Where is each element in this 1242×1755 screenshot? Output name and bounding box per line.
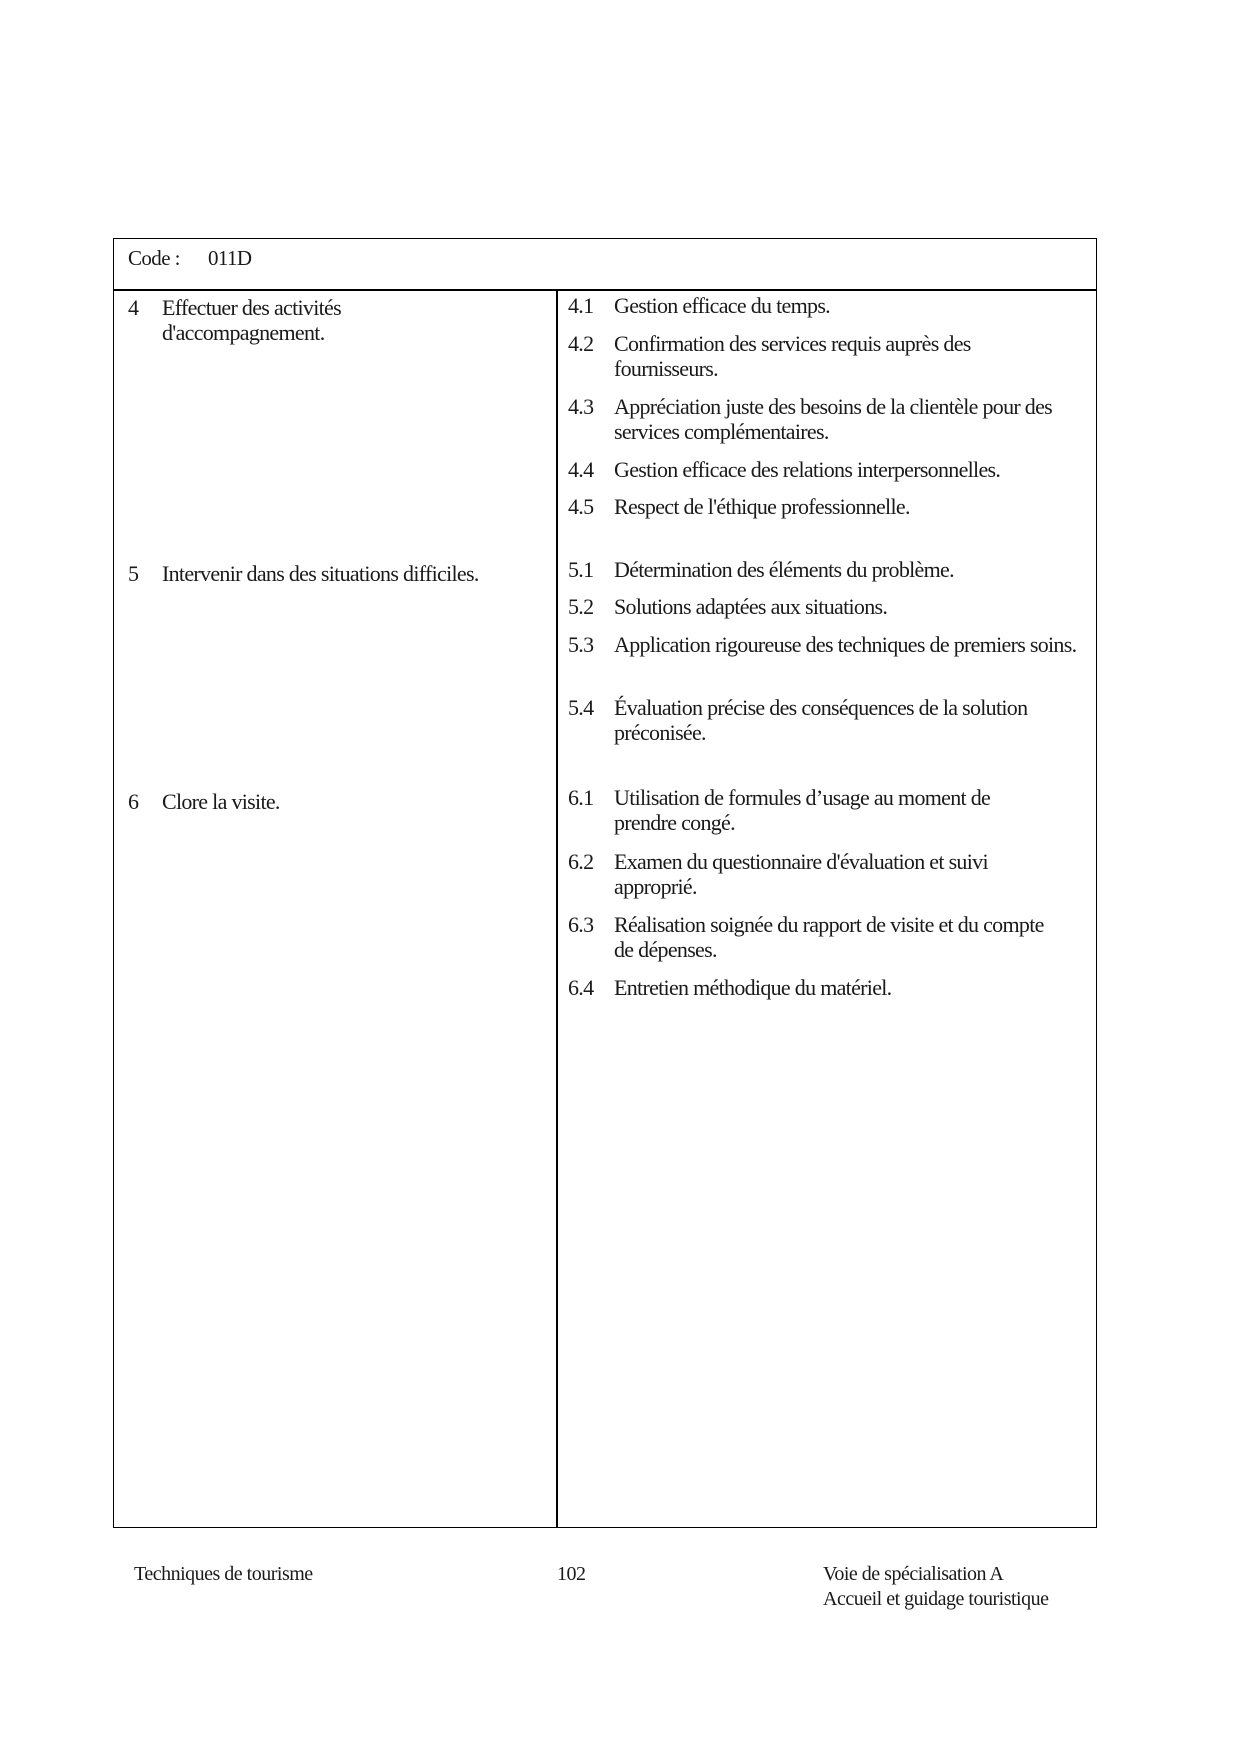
criterion-number: 5.2 [568,594,594,619]
element-number: 5 [128,561,139,586]
criterion-number: 5.3 [568,632,594,657]
code-label: Code : [128,246,180,270]
criterion-text: Respect de l'éthique professionnelle. [614,494,910,519]
criterion-6-2 [568,849,1090,899]
footer-page-number: 102 [557,1563,586,1585]
element-number: 4 [128,295,139,320]
element-4 [128,295,548,345]
criterion-5-2 [568,594,1090,619]
footer-program-title: Techniques de tourisme [134,1563,313,1585]
criterion-text: Examen du questionnaire d'évaluation et suivi approprié. [614,849,988,899]
footer-specialization-line2: Accueil et guidage touristique [823,1588,1049,1610]
code-value: 011D [208,246,252,270]
criterion-number: 4.5 [568,494,594,519]
criterion-4-4 [568,457,1090,482]
criterion-number: 4.2 [568,331,594,356]
criterion-4-3 [568,394,1090,444]
criterion-5-4 [568,695,1090,745]
criterion-5-3 [568,632,1090,657]
criterion-5-1 [568,557,1090,582]
criterion-text: Entretien méthodique du matériel. [614,975,892,1000]
criterion-4-5 [568,494,1090,519]
criterion-number: 6.3 [568,912,594,937]
criterion-4-1 [568,293,1090,318]
footer-specialization-line1: Voie de spécialisation A [823,1563,1004,1585]
criterion-6-3 [568,912,1090,962]
criterion-6-1 [568,785,1090,835]
criterion-text: Gestion efficace des relations interpersonnelles. [614,457,1001,482]
element-text: Effectuer des activités d'accompagnement. [162,295,341,345]
element-number: 6 [128,789,139,814]
criterion-text: Détermination des éléments du problème. [614,557,954,582]
criterion-text: Appréciation juste des besoins de la clientèle pour des services complémentaires. [614,394,1053,444]
element-5 [128,561,548,586]
element-6 [128,789,548,814]
element-text: Clore la visite. [162,789,280,814]
criterion-text: Utilisation de formules d’usage au moment de prendre congé. [614,785,991,835]
criterion-number: 6.1 [568,785,594,810]
column-divider [556,289,558,1527]
criterion-number: 5.4 [568,695,594,720]
criterion-number: 5.1 [568,557,594,582]
criterion-number: 4.3 [568,394,594,419]
criterion-text: Confirmation des services requis auprès des fournisseurs. [614,331,971,381]
criterion-text: Évaluation précise des conséquences de la solution préconisée. [614,695,1028,745]
criterion-4-2 [568,331,1090,381]
competency-table [113,238,1097,1528]
criterion-text: Gestion efficace du temps. [614,293,830,318]
criterion-6-4 [568,975,1090,1000]
footer-specialization [823,1562,1048,1612]
element-text: Intervenir dans des situations difficiles. [162,561,479,586]
code-row [114,239,1096,291]
criterion-text: Réalisation soignée du rapport de visite et du compte de dépenses. [614,912,1044,962]
criterion-text: Application rigoureuse des techniques de premiers soins. [614,632,1077,657]
criterion-number: 4.1 [568,293,594,318]
criterion-number: 6.4 [568,975,594,1000]
criterion-number: 6.2 [568,849,594,874]
criterion-text: Solutions adaptées aux situations. [614,594,888,619]
criterion-number: 4.4 [568,457,594,482]
